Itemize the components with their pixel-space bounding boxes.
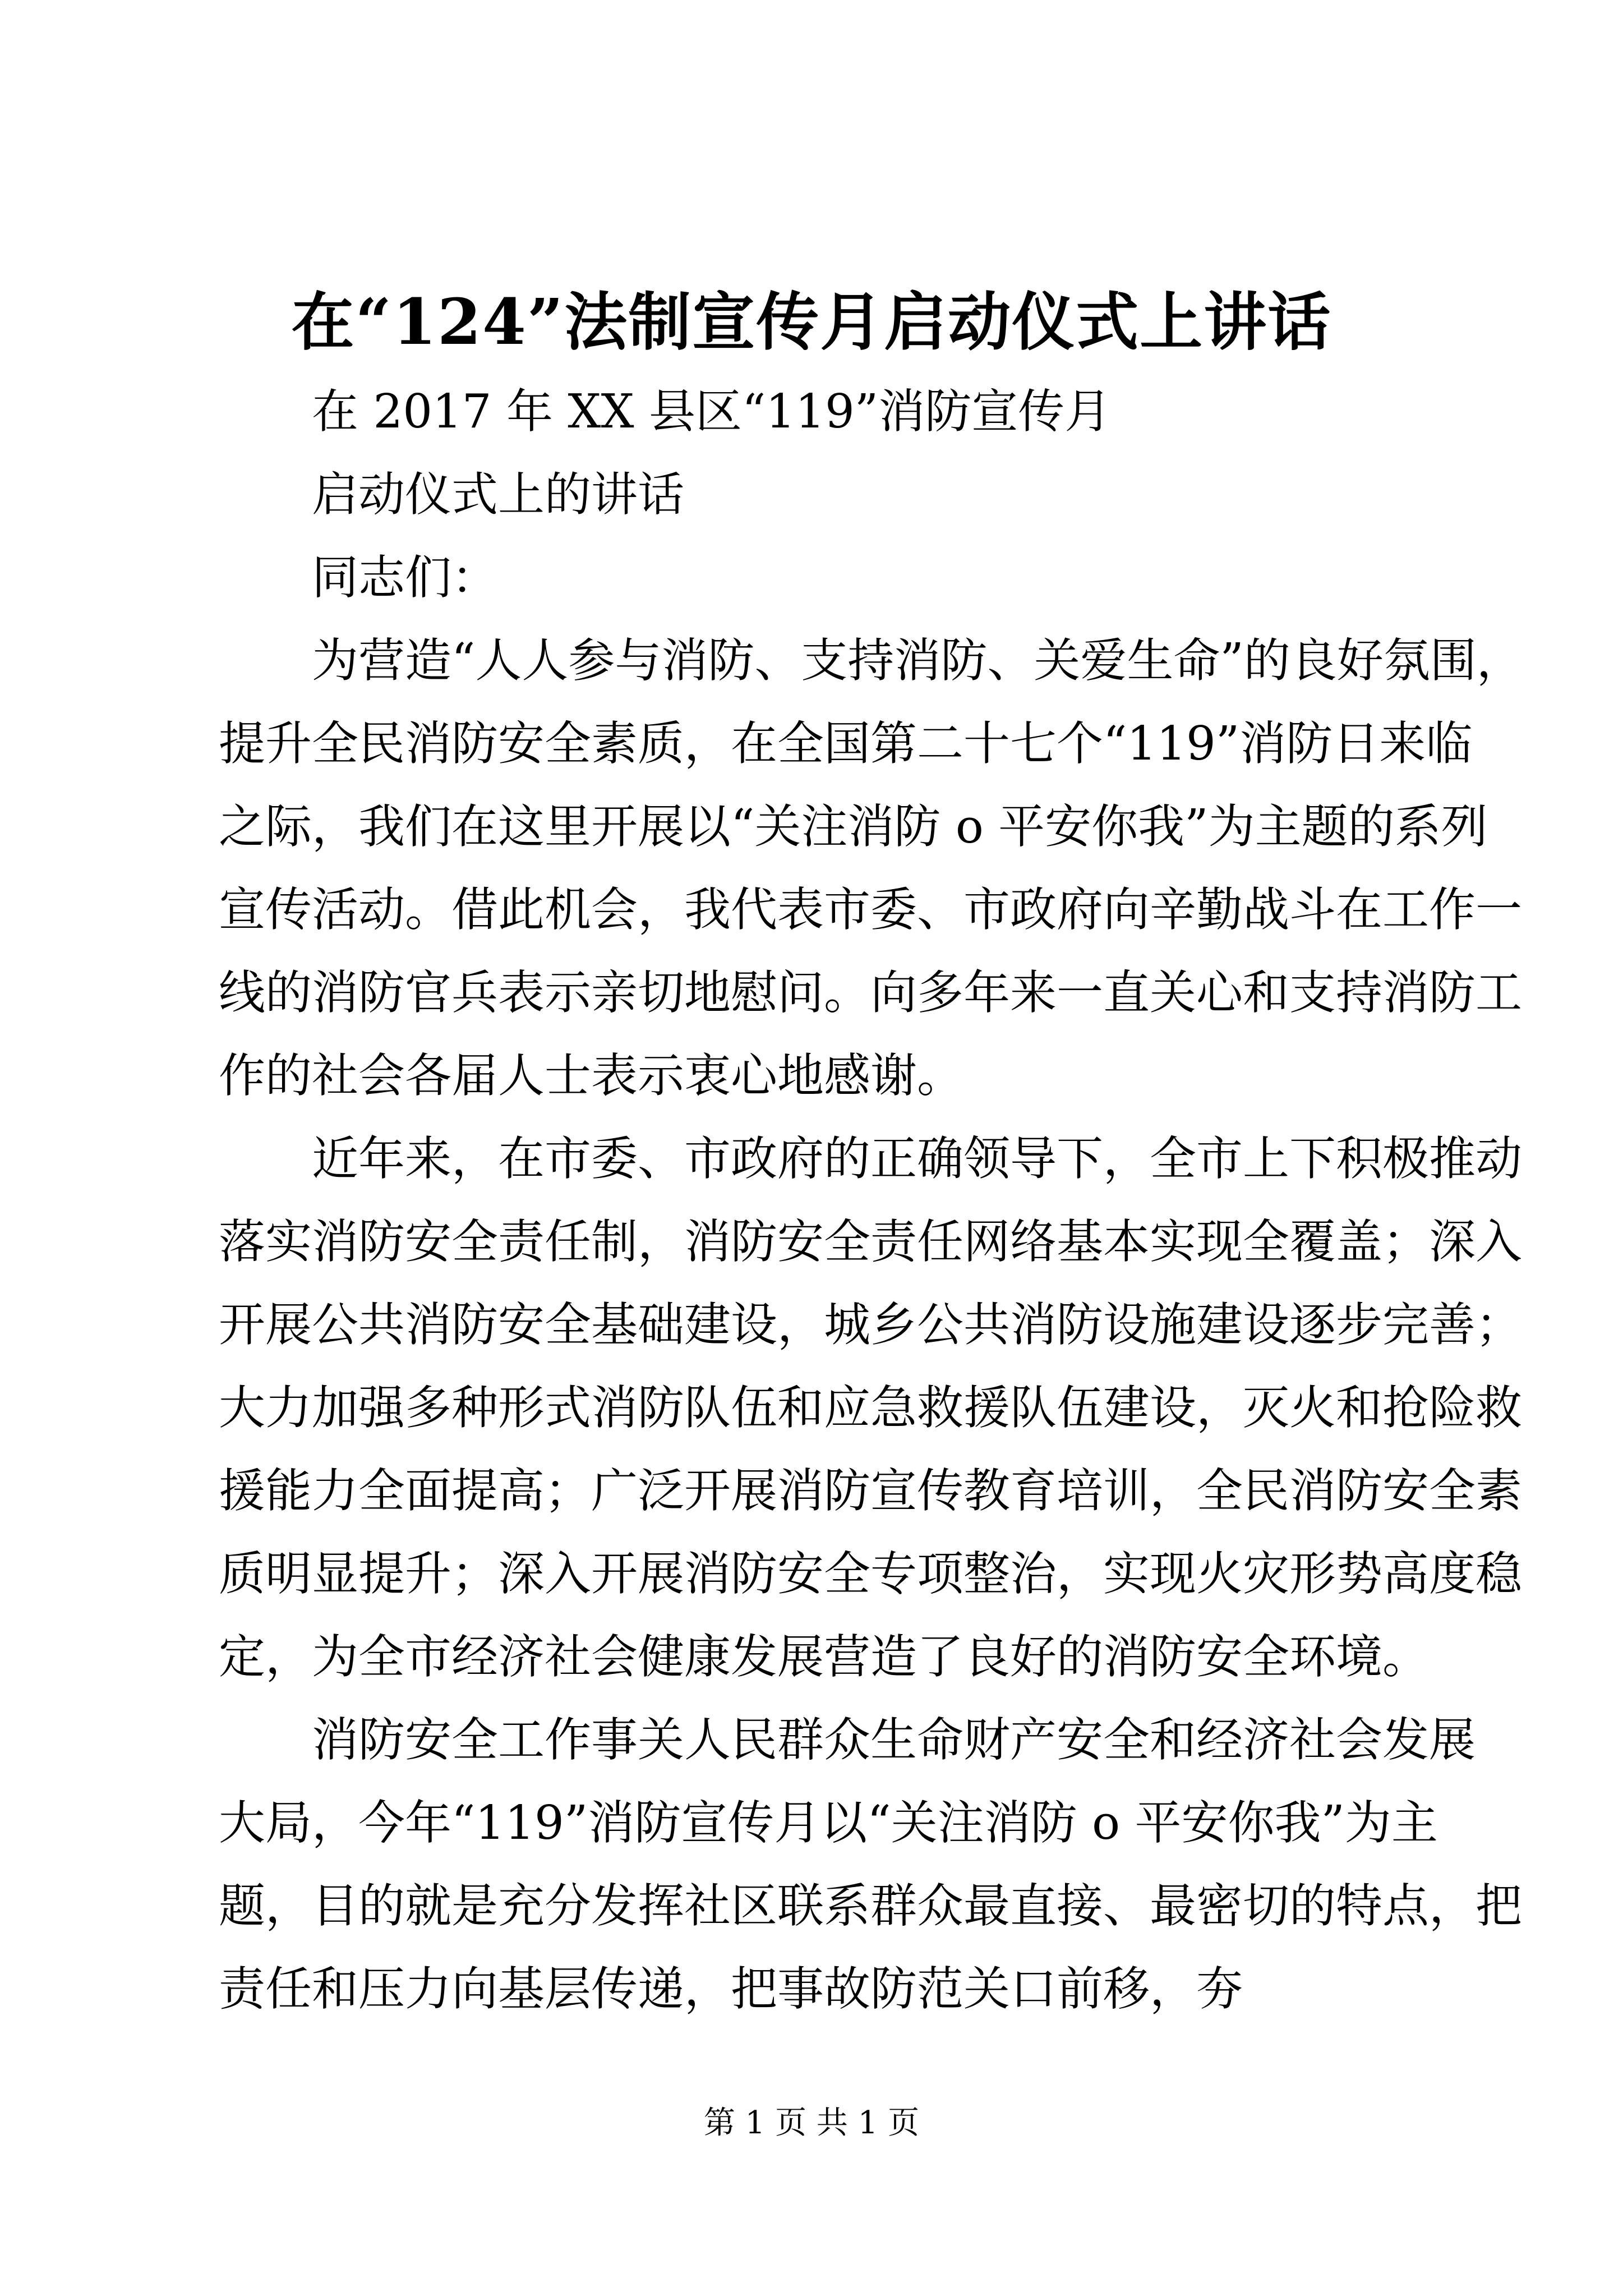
body-line-11: 落实消防安全责任制，消防安全责任网络基本实现全覆盖；深入 xyxy=(219,1214,1522,1269)
body-line-13: 大力加强多种形式消防队伍和应急救援队伍建设，灭火和抢险救 xyxy=(219,1381,1522,1435)
body-line-15: 质明显提升；深入开展消防安全专项整治，实现火灾形势高度稳 xyxy=(219,1547,1522,1601)
body-line-1: 在 2017 年 XX 县区“119”消防宣传月 xyxy=(312,384,1112,439)
document-body xyxy=(219,370,1523,2031)
body-line-17: 消防安全工作事关人民群众生命财产安全和经济社会发展 xyxy=(312,1713,1476,1767)
body-line-19: 题，目的就是充分发挥社区联系群众最直接、最密切的特点，把 xyxy=(219,1879,1522,1933)
body-line-8: 线的消防官兵表示亲切地慰问。向多年来一直关心和支持消防工 xyxy=(219,965,1522,1020)
body-line-3: 同志们： xyxy=(312,550,498,605)
body-line-7: 宣传活动。借此机会，我代表市委、市政府向辛勤战斗在工作一 xyxy=(219,882,1522,937)
page-footer: 第 1 页 共 1 页 xyxy=(703,2105,920,2141)
body-line-4: 为营造“人人参与消防、支持消防、关爱生命”的良好氛围， xyxy=(312,633,1523,688)
body-line-16: 定，为全市经济社会健康发展营造了良好的消防安全环境。 xyxy=(219,1630,1429,1684)
body-line-14: 援能力全面提高；广泛开展消防宣传教育培训，全民消防安全素 xyxy=(219,1464,1522,1518)
document-title: 在“124”法制宣传月启动仪式上讲话 xyxy=(291,286,1332,359)
body-line-2: 启动仪式上的讲话 xyxy=(312,467,684,522)
body-line-12: 开展公共消防安全基础建设，城乡公共消防设施建设逐步完善； xyxy=(219,1297,1522,1352)
body-line-20: 责任和压力向基层传递，把事故防范关口前移，夯 xyxy=(219,1962,1243,2016)
body-line-10: 近年来，在市委、市政府的正确领导下，全市上下积极推动 xyxy=(312,1131,1522,1186)
body-line-9: 作的社会各届人士表示衷心地感谢。 xyxy=(219,1048,963,1103)
body-line-6: 之际，我们在这里开展以“关注消防 o 平安你我”为主题的系列 xyxy=(219,799,1488,854)
body-line-18: 大局，今年“119”消防宣传月以“关注消防 o 平安你我”为主 xyxy=(219,1796,1438,1850)
body-line-5: 提升全民消防安全素质，在全国第二十七个“119”消防日来临 xyxy=(219,716,1473,771)
